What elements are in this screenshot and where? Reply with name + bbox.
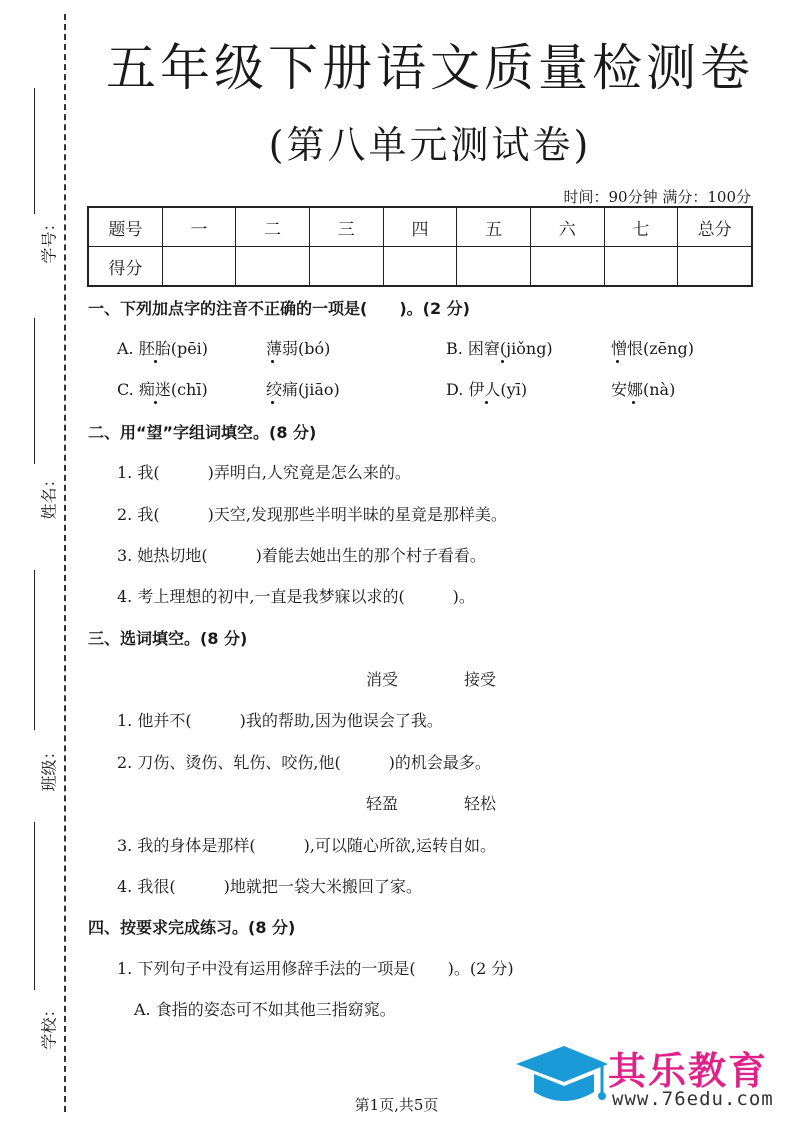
- score-header-cell: 二: [236, 207, 310, 247]
- q3-word-option: 轻盈: [366, 794, 399, 813]
- q4-option-a[interactable]: A. 食指的姿态可不如其他三指窈窕。: [134, 1000, 396, 1019]
- emphasis-dot: [271, 401, 274, 404]
- q2-item-4[interactable]: 4. 考上理想的初中,一直是我梦寐以求的( )。: [117, 587, 475, 606]
- brand-name: 其乐教育: [608, 1049, 769, 1093]
- school-field[interactable]: [14, 822, 59, 1050]
- emphasis-dot: [271, 360, 274, 363]
- score-header-cell: 总分: [678, 207, 752, 247]
- q3-word-option: 接受: [464, 670, 497, 689]
- student-number-label: 学号：: [39, 215, 59, 264]
- q3-item-3[interactable]: 3. 我的身体是那样( ),可以随心所欲,运转自如。: [117, 836, 497, 855]
- score-input-cell[interactable]: [383, 247, 457, 287]
- q1-option-c2: 绞痛(jiāo): [266, 380, 340, 399]
- score-header-cell: 六: [530, 207, 604, 247]
- score-table: [87, 206, 753, 287]
- name-line: [34, 318, 35, 464]
- score-input-cell[interactable]: [309, 247, 383, 287]
- score-header-cell: 四: [383, 207, 457, 247]
- time-info: 时间：90分钟 满分：100分: [563, 188, 751, 206]
- q1-option-a[interactable]: A. 胚胎(pēi): [117, 339, 209, 358]
- q3-word-option: 消受: [366, 670, 399, 689]
- page-subtitle: (第八单元测试卷): [268, 123, 592, 167]
- q2-item-1[interactable]: 1. 我( )弄明白,人究竟是怎么来的。: [117, 463, 411, 482]
- brand-url[interactable]: www.76edu.com: [612, 1088, 774, 1110]
- binding-dashed-line: [64, 14, 66, 1112]
- question-3-heading: 三、选词填空。(8 分): [88, 629, 248, 648]
- page-title: 五年级下册语文质量检测卷: [106, 39, 754, 97]
- student-number-line: [34, 88, 35, 214]
- q1-option-d[interactable]: D. 伊人(yī): [446, 380, 528, 399]
- name-field[interactable]: [14, 318, 58, 528]
- brand-logo: [512, 1040, 782, 1116]
- student-number-field[interactable]: [14, 88, 58, 278]
- name-label: 姓名：: [39, 471, 59, 520]
- score-table-score-row: [88, 247, 752, 287]
- score-header-cell: 三: [309, 207, 383, 247]
- question-1-heading: 一、下列加点字的注音不正确的一项是( )。(2 分): [88, 299, 470, 318]
- score-row-label: 得分: [88, 247, 162, 287]
- class-line: [34, 570, 35, 730]
- q1-option-a2: 薄弱(bó): [266, 339, 331, 358]
- score-input-cell[interactable]: [678, 247, 752, 287]
- score-header-cell: 五: [457, 207, 531, 247]
- class-label: 班级：: [39, 743, 59, 792]
- emphasis-dot: [485, 401, 488, 404]
- q3-word-option: 轻松: [464, 794, 497, 813]
- school-line: [34, 822, 35, 990]
- q1-option-b[interactable]: B. 困窘(jiǒng): [446, 339, 553, 358]
- score-input-cell[interactable]: [236, 247, 310, 287]
- emphasis-dot: [154, 360, 157, 363]
- q2-item-3[interactable]: 3. 她热切地( )着能去她出生的那个村子看看。: [117, 546, 486, 565]
- q3-item-1[interactable]: 1. 他并不( )我的帮助,因为他误会了我。: [117, 711, 443, 730]
- school-label: 学校：: [39, 1001, 59, 1050]
- question-4-heading: 四、按要求完成练习。(8 分): [88, 918, 296, 937]
- score-input-cell[interactable]: [162, 247, 236, 287]
- score-input-cell[interactable]: [457, 247, 531, 287]
- emphasis-dot: [616, 360, 619, 363]
- q1-option-d2: 安娜(nà): [611, 380, 676, 399]
- score-header-cell: 七: [604, 207, 678, 247]
- q1-option-c[interactable]: C. 痴迷(chī): [117, 380, 208, 399]
- score-table-header-row: [88, 207, 752, 247]
- q3-item-4[interactable]: 4. 我很( )地就把一袋大米搬回了家。: [117, 877, 422, 896]
- emphasis-dot: [632, 401, 635, 404]
- emphasis-dot: [501, 360, 504, 363]
- score-input-cell[interactable]: [530, 247, 604, 287]
- emphasis-dot: [154, 401, 157, 404]
- question-2-heading: 二、用“望”字组词填空。(8 分): [88, 423, 317, 442]
- q1-option-b2: 憎恨(zēng): [611, 339, 694, 358]
- page-number: 第1页,共5页: [354, 1096, 439, 1114]
- q2-item-2[interactable]: 2. 我( )天空,发现那些半明半昧的星竟是那样美。: [117, 505, 507, 524]
- score-header-cell: 题号: [88, 207, 162, 247]
- class-field[interactable]: [14, 570, 58, 790]
- graduation-cap-icon: [512, 1040, 610, 1116]
- score-input-cell[interactable]: [604, 247, 678, 287]
- q4-item-1[interactable]: 1. 下列句子中没有运用修辞手法的一项是( )。(2 分): [117, 959, 514, 978]
- score-header-cell: 一: [162, 207, 236, 247]
- q3-item-2[interactable]: 2. 刀伤、烫伤、轧伤、咬伤,他( )的机会最多。: [117, 753, 491, 772]
